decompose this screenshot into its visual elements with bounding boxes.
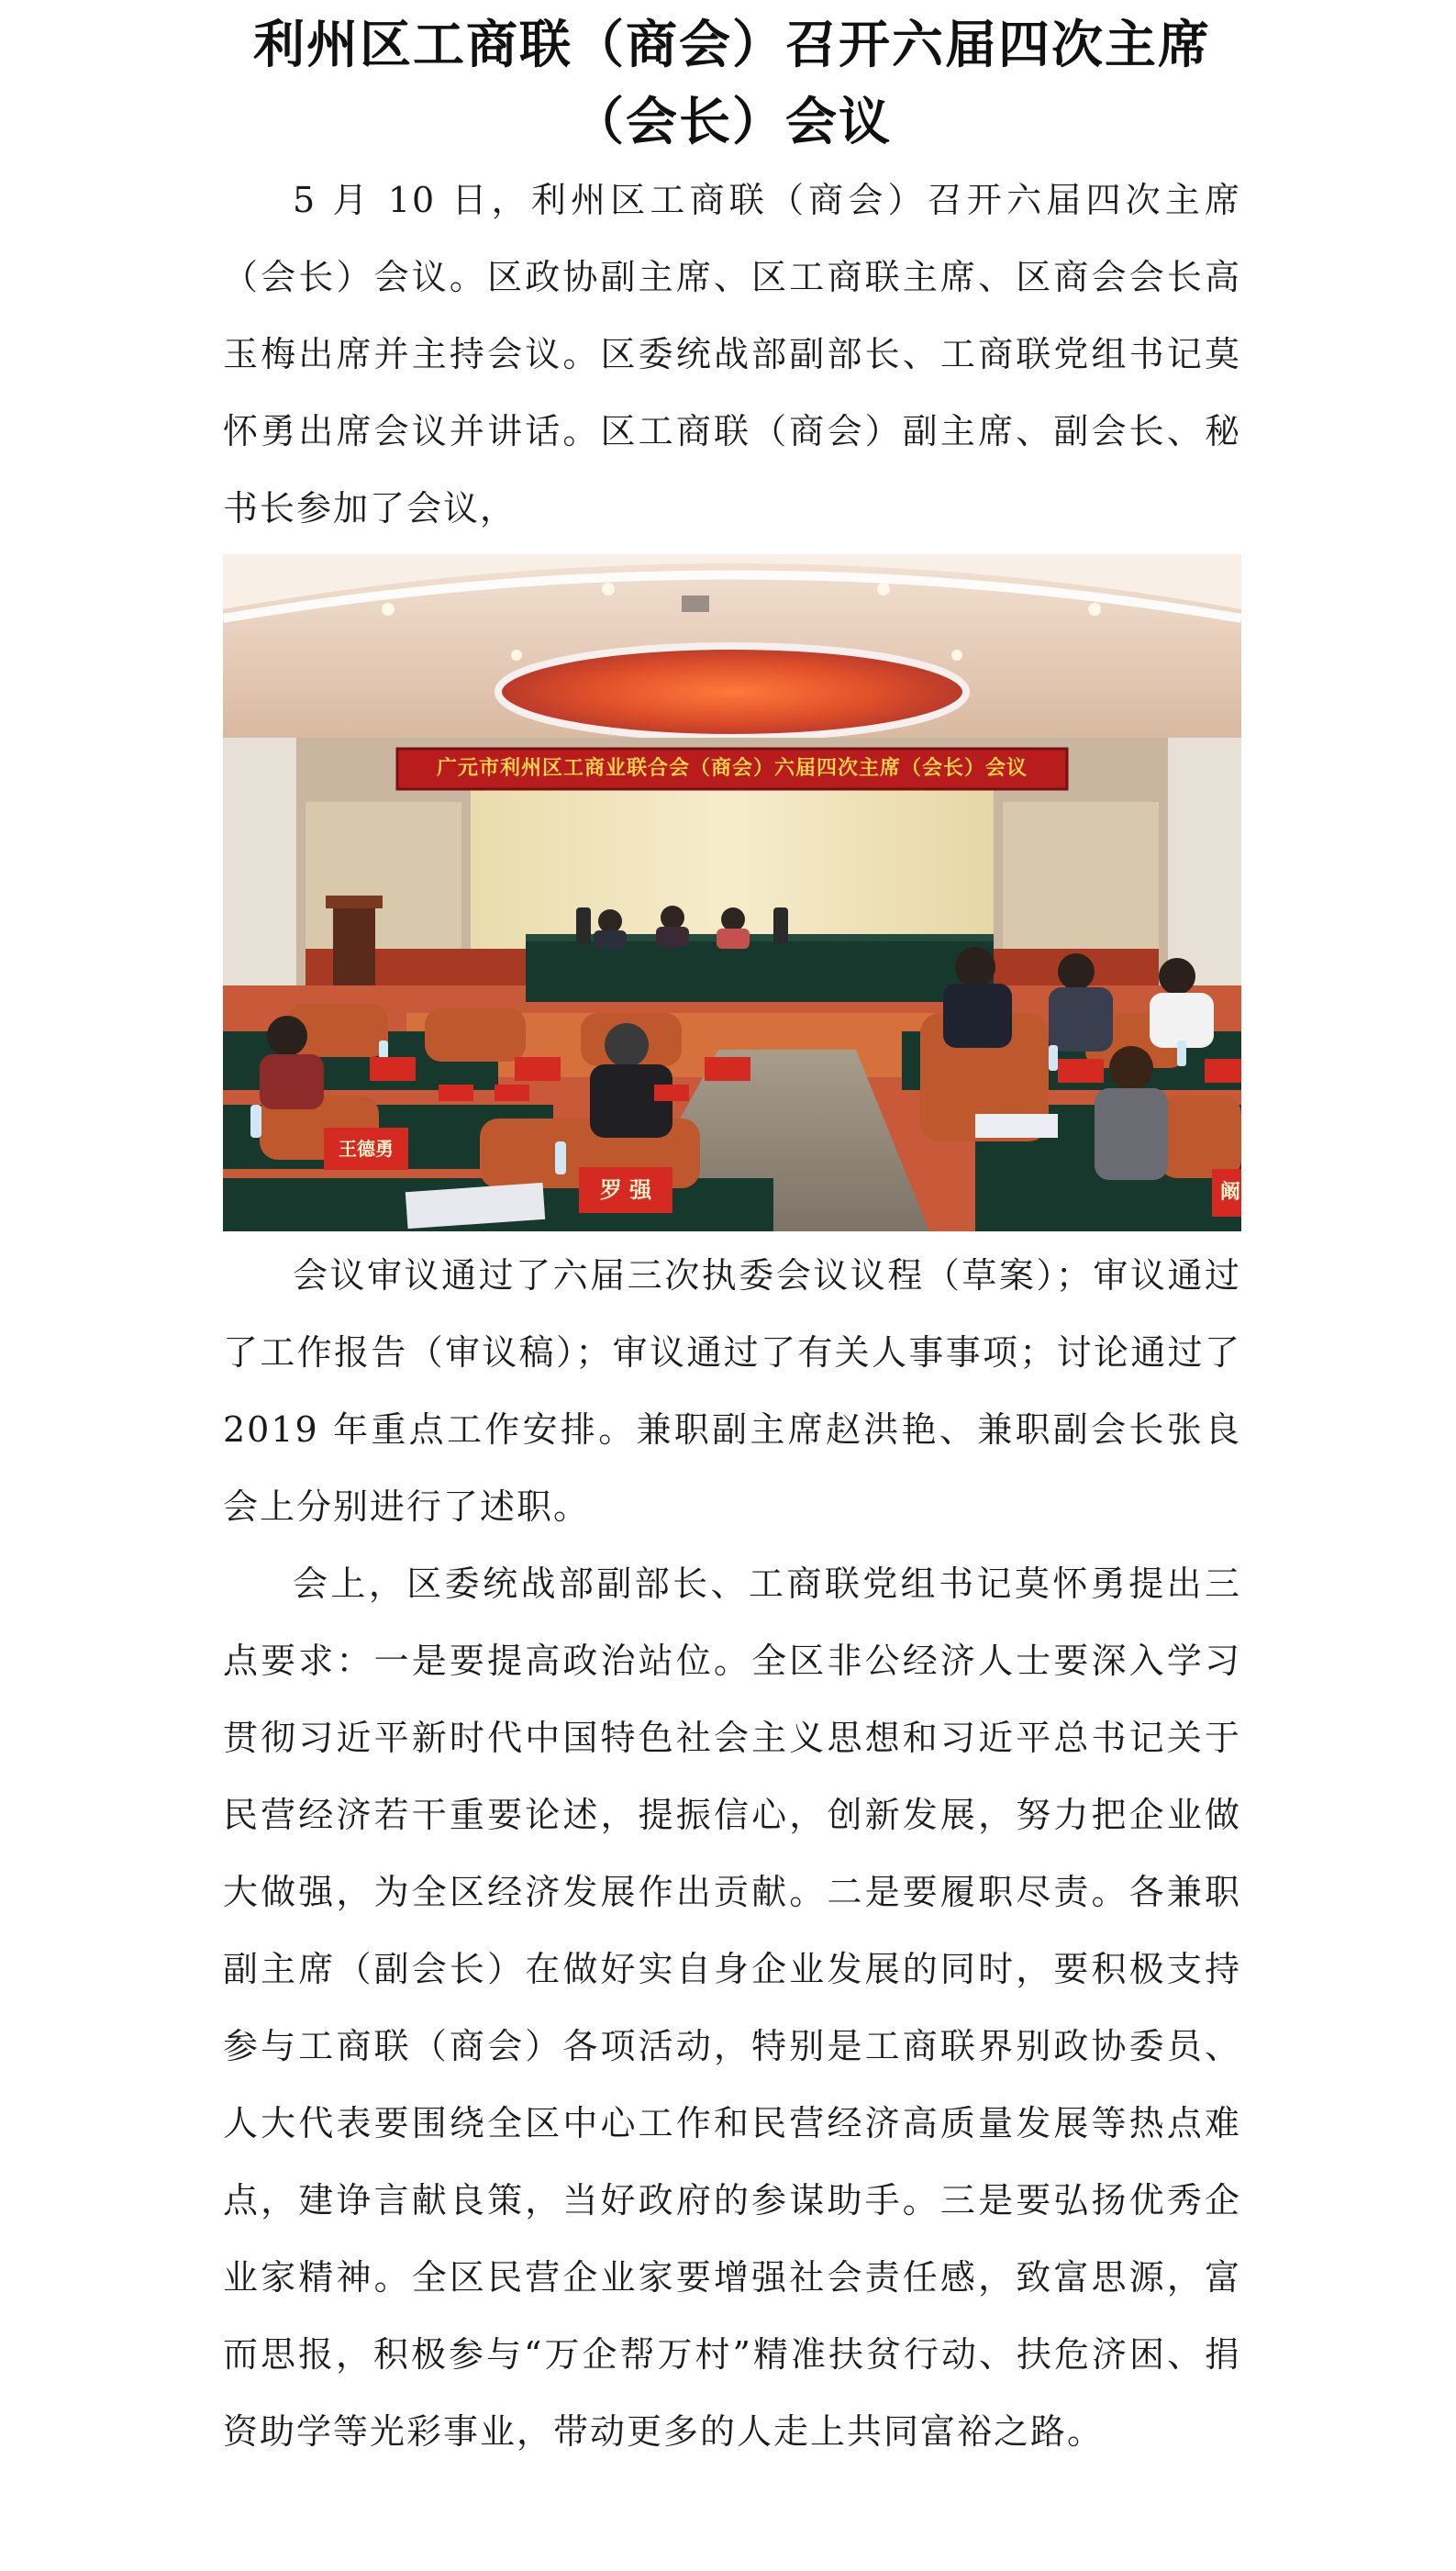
article [223, 0, 1241, 2470]
nameplate-label: 王德勇 [339, 1138, 394, 1160]
paragraph-review: 会议审议通过了六届三次执委会议议程（草案）；审议通过了工作报告（审议稿）；审议通过了有关人事事项；讨论通过了 2019 年重点工作安排。兼职副主席赵洪艳、兼职副会长张良会上分别进行了述职。 [223, 1255, 1241, 1527]
paragraph-intro: 5 月 10 日，利州区工商联（商会）召开六届四次主席（会长）会议。区政协副主席、区工商联主席、区商会会长高玉梅出席并主持会议。区委统战部副部长、工商联党组书记莫怀勇出席会议并讲话。区工商联（商会）副主席、副会长、秘书长参加了会议， [223, 180, 1241, 529]
paragraph-requirements: 会上，区委统战部副部长、工商联党组书记莫怀勇提出三点要求：一是要提高政治站位。全区非公经济人士要深入学习贯彻习近平新时代中国特色社会主义思想和习近平总书记关于民营经济若干重要论述，提振信心，创新发展，努力把企业做大做强，为全区经济发展作出贡献。二是要履职尽责。各兼职副主席（副会长）在做好实自身企业发展的同时，要积极支持参与工商联（商会）各项活动，特别是工商联界别政协委员、人大代表要围绕全区中心工作和民营经济高质量发展等热点难点，建诤言献良策，当好政府的参谋助手。三是要弘扬优秀企业家精神。全区民营企业家要增强社会责任感，致富思源，富而思报，积极参与“万企帮万村”精准扶贫行动、扶危济困、捐资助学等光彩事业，带动更多的人走上共同富裕之路。 [223, 1564, 1241, 2452]
nameplate-label: 罗 强 [599, 1177, 652, 1203]
meeting-banner-text: 广元市利州区工商业联合会（商会）六届四次主席（会长）会议 [436, 757, 1028, 780]
article-title: 利州区工商联（商会）召开六届四次主席（会长）会议 [253, 16, 1211, 152]
meeting-photo [223, 554, 1241, 1231]
nameplate-label: 阚 [1219, 1181, 1240, 1204]
